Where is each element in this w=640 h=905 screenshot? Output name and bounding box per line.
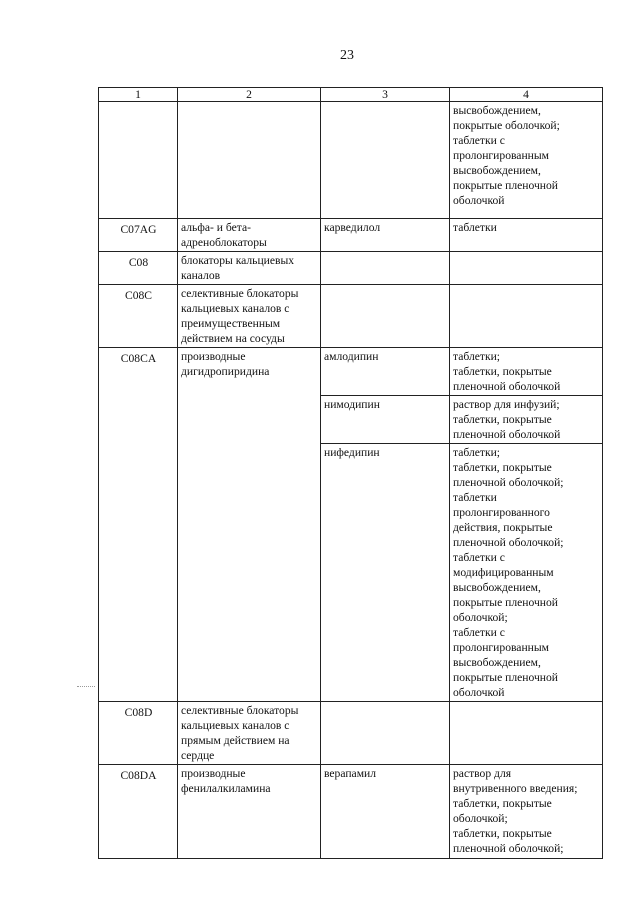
table-row-continuation	[99, 102, 603, 219]
drug-name-cell: карведилол	[321, 219, 450, 252]
atc-code-cell: C08D	[99, 702, 178, 765]
group-name-cell: селективные блокаторы кальциевых каналов с преимущественным действием на сосуды	[178, 285, 321, 348]
dosage-forms-cell	[450, 252, 603, 285]
dosage-forms-cell	[450, 702, 603, 765]
drug-name-cell	[321, 102, 450, 219]
medication-table	[98, 87, 603, 859]
drug-name-cell	[321, 702, 450, 765]
table-row-c08c	[99, 285, 603, 348]
column-header-1: 1	[99, 88, 178, 102]
drug-name-cell	[321, 252, 450, 285]
column-header-4: 4	[450, 88, 603, 102]
drug-name-cell: нифедипин	[321, 444, 450, 702]
group-name-cell: производные фенилалкиламина	[178, 765, 321, 859]
dosage-forms-cell: таблетки; таблетки, покрытые пленочной оболочкой	[450, 348, 603, 396]
table-header-row	[99, 88, 603, 102]
dosage-forms-cell: высвобождением, покрытые оболочкой; таблетки с пролонгированным высвобождением, покрытые пленочной оболочкой	[450, 102, 603, 219]
group-name-cell: альфа- и бета- адреноблокаторы	[178, 219, 321, 252]
group-name-cell: селективные блокаторы кальциевых каналов с прямым действием на сердце	[178, 702, 321, 765]
dosage-forms-cell: раствор для инфузий; таблетки, покрытые пленочной оболочкой	[450, 396, 603, 444]
table-row-c08ca	[99, 348, 603, 396]
atc-code-cell: C08C	[99, 285, 178, 348]
margin-mark	[77, 686, 95, 687]
atc-code-cell: C08CA	[99, 348, 178, 702]
dosage-forms-cell: раствор для внутривенного введения; таблетки, покрытые оболочкой; таблетки, покрытые пленочной оболочкой;	[450, 765, 603, 859]
dosage-forms-cell: таблетки	[450, 219, 603, 252]
table-row-c08d	[99, 702, 603, 765]
group-name-cell	[178, 102, 321, 219]
atc-code-cell: C08	[99, 252, 178, 285]
atc-code-cell: C07AG	[99, 219, 178, 252]
page-number: 23	[340, 48, 354, 63]
atc-code-cell: C08DA	[99, 765, 178, 859]
drug-name-cell: нимодипин	[321, 396, 450, 444]
column-header-2: 2	[178, 88, 321, 102]
table-row-c08da	[99, 765, 603, 859]
column-header-3: 3	[321, 88, 450, 102]
drug-name-cell	[321, 285, 450, 348]
group-name-cell: блокаторы кальциевых каналов	[178, 252, 321, 285]
atc-code-cell	[99, 102, 178, 219]
drug-name-cell: амлодипин	[321, 348, 450, 396]
drug-name-cell: верапамил	[321, 765, 450, 859]
group-name-cell: производные дигидропиридина	[178, 348, 321, 702]
table-row-c07ag	[99, 219, 603, 252]
dosage-forms-cell: таблетки; таблетки, покрытые пленочной оболочкой; таблетки пролонгированного действия, покрытые пленочной оболочкой; таблетки с модифицированным высвобождением, покрытые пленочной оболочкой; таблетки с пролонгированным высвобождением, покрытые пленочной оболочкой	[450, 444, 603, 702]
table-row-c08	[99, 252, 603, 285]
dosage-forms-cell	[450, 285, 603, 348]
